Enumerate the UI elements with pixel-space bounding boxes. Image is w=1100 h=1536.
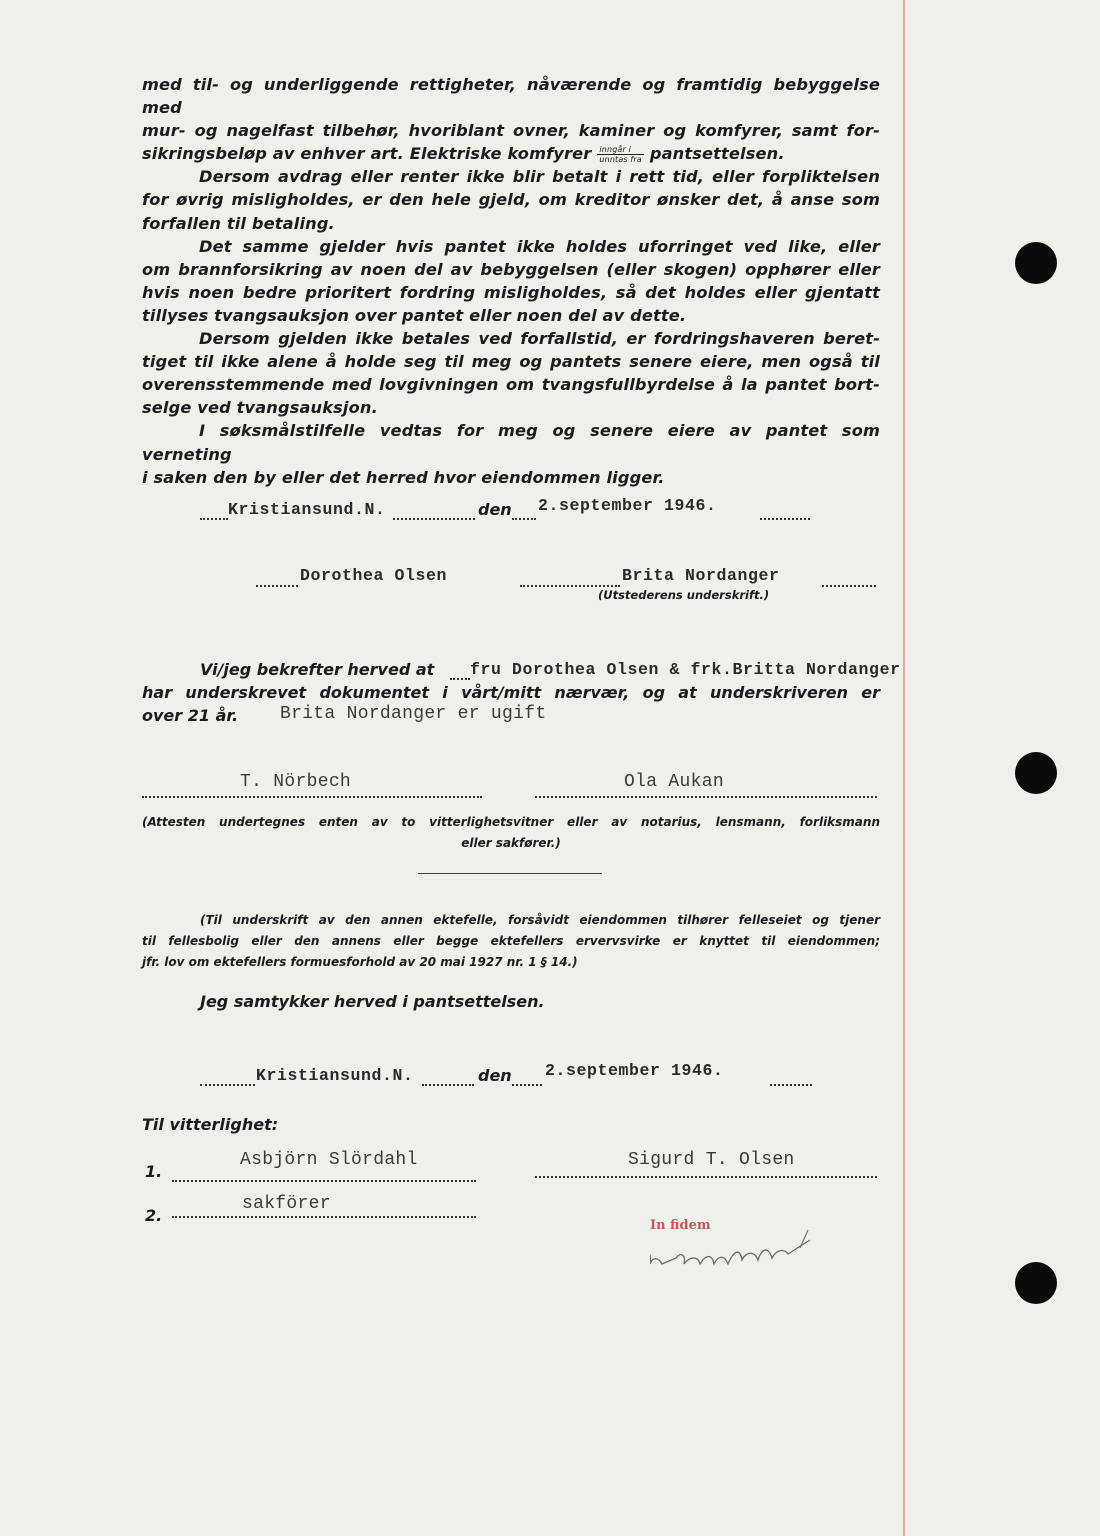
marital-status-typed: Brita Nordanger er ugift [280, 704, 547, 724]
place-typed: Kristiansund.N. [228, 500, 386, 519]
issuer-signature-caption: (Utstederens underskrift.) [598, 588, 770, 602]
signature-line-dots [535, 1176, 877, 1178]
text-fragment: pantsettelsen. [649, 144, 785, 164]
note-line: til fellesbolig eller den annens eller begge ektefellers ervervsvirke er knyttet til eiendommen; [142, 934, 880, 948]
dotted-leader [450, 678, 470, 680]
issuer-signature-1: Dorothea Olsen [300, 566, 448, 585]
margin-rule [903, 0, 905, 1536]
signature-line-dots [142, 796, 482, 798]
date-typed: 2.september 1946. [538, 496, 717, 515]
den-label: den [478, 500, 512, 519]
dotted-leader [512, 518, 536, 520]
note-line: eller sakfører.) [461, 836, 561, 850]
witness-signature-1: T. Nörbech [240, 772, 352, 792]
spouse-consent: Jeg samtykker herved i pantsettelsen. [200, 992, 545, 1011]
dotted-leader [770, 1084, 812, 1086]
witness-confirm-line3: over 21 år. [142, 706, 239, 725]
dotted-leader [512, 1084, 542, 1086]
text-line: hvis noen bedre prioritert fordring misligholdes, så det holdes eller gjentatt [142, 282, 880, 302]
signature-line-dots [172, 1180, 476, 1182]
issuer-signature-2: Brita Nordanger [622, 566, 780, 585]
text-line: med til- og underliggende rettigheter, nåværende og framtidig bebyggelse med [142, 75, 880, 118]
handwritten-signature [650, 1220, 820, 1290]
note-line: (Til underskrift av den annen ektefelle, forsåvidt eiendommen tilhører felleseiet og tjener [200, 913, 880, 927]
spouse-signature: Sigurd T. Olsen [628, 1150, 795, 1170]
attestation-note [142, 812, 880, 854]
in-fidem-stamp: In fidem [650, 1218, 711, 1233]
mortgage-terms [142, 73, 880, 489]
dotted-leader [200, 518, 228, 520]
divider-rule [418, 873, 602, 874]
dotted-leader [822, 585, 876, 587]
attest-witness-title: sakförer [242, 1194, 331, 1214]
text-line: mur- og nagelfast tilbehør, hvoriblant ovner, kaminer og komfyrer, samt for- [142, 121, 880, 141]
text-line: Dersom avdrag eller renter ikke blir betalt i rett tid, eller forpliktelsen [199, 167, 880, 187]
note-line: jfr. lov om ektefellers formuesforhold av 20 mai 1927 nr. 1 § 14.) [142, 955, 578, 969]
attest-witness-1: Asbjörn Slördahl [240, 1150, 418, 1170]
text-line: Dersom gjelden ikke betales ved forfallstid, er fordringshaveren beret- [199, 329, 880, 349]
fraction-option-exclude: unntas fra [599, 155, 642, 165]
text-line: Det samme gjelder hvis pantet ikke holdes uforringet ved like, eller [199, 236, 880, 256]
dotted-leader [422, 1084, 474, 1086]
text-line: for øvrig misligholdes, er den hele gjeld, om kreditor ønsker det, å anse som [142, 190, 880, 210]
dotted-leader [200, 1084, 255, 1086]
place-typed: Kristiansund.N. [256, 1066, 414, 1085]
punch-hole [1015, 242, 1057, 284]
row-number: 1. [145, 1162, 163, 1181]
witness-signature-2: Ola Aukan [624, 772, 724, 792]
text-line: har underskrevet dokumentet i vårt/mitt nærvær, og at underskriveren er [142, 683, 880, 702]
attestation-label: Til vitterlighet: [142, 1115, 279, 1134]
punch-hole [1015, 752, 1057, 794]
signature-line-dots [172, 1216, 476, 1218]
text-fragment: sikringsbeløp av enhver art. Elektriske komfyrer [142, 144, 592, 164]
dotted-leader [393, 518, 475, 520]
choice-fraction [597, 145, 643, 164]
text-line: i saken den by eller det herred hvor eiendommen ligger. [142, 467, 665, 487]
dotted-leader [256, 585, 298, 587]
text-line: om brannforsikring av noen del av bebyggelsen (eller skogen) opphører eller [142, 259, 880, 279]
signature-line-dots [535, 796, 877, 798]
witness-confirm-typed: fru Dorothea Olsen & frk.Britta Nordanger [470, 660, 901, 679]
text-line: tillyses tvangsauksjon over pantet eller noen del av dette. [142, 305, 687, 325]
note-line: (Attesten undertegnes enten av to vitterlighetsvitner eller av notarius, lensmann, forliksmann [142, 815, 880, 829]
punch-hole [1015, 1262, 1057, 1304]
dotted-leader [760, 518, 810, 520]
date-typed: 2.september 1946. [545, 1061, 724, 1080]
text-line: overensstemmende med lovgivningen om tvangsfullbyrdelse å la pantet bort- [142, 375, 880, 395]
text-line: tiget til ikke alene å holde seg til meg og pantets senere eiere, men også til [142, 352, 880, 372]
text-line [142, 142, 880, 165]
dotted-leader [520, 585, 620, 587]
witness-confirm-lead: Vi/jeg bekrefter herved at [200, 660, 435, 679]
den-label: den [478, 1066, 512, 1085]
witness-confirm-line2 [142, 683, 880, 702]
row-number: 2. [145, 1206, 163, 1225]
fraction-option-include: inngår i [597, 145, 643, 155]
spouse-note [142, 910, 880, 973]
text-line: forfallen til betaling. [142, 213, 335, 233]
text-line: I søksmålstilfelle vedtas for meg og senere eiere av pantet som verneting [142, 421, 880, 464]
text-line: selge ved tvangsauksjon. [142, 398, 378, 418]
